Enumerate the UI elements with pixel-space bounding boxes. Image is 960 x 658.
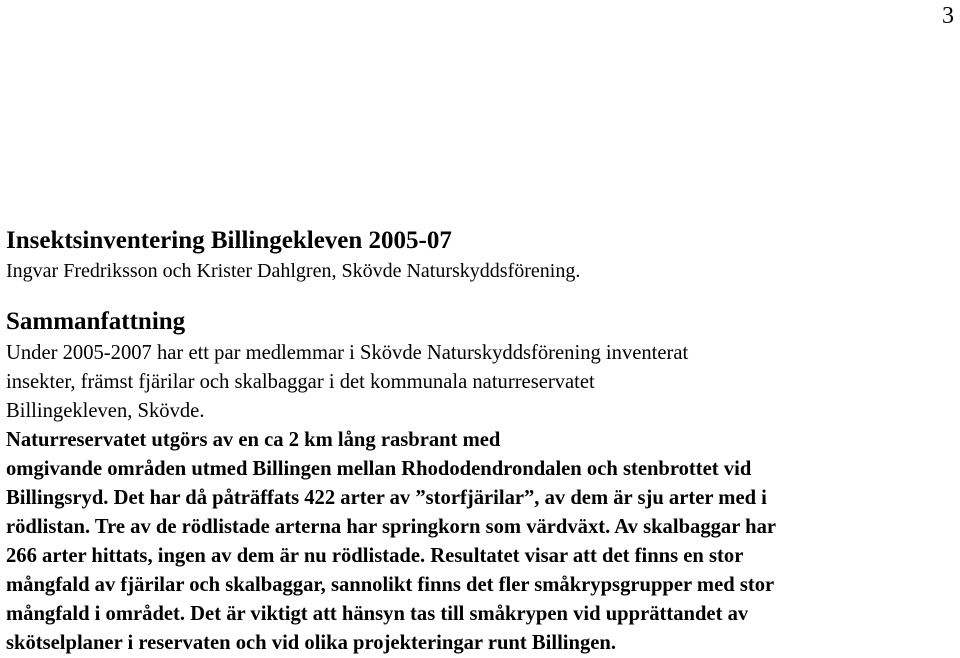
document-authors: Ingvar Fredriksson och Krister Dahlgren, Skövde Naturskyddsförening. [6,260,581,282]
summary-intro: Under 2005-2007 har ett par medlemmar i Skövde Naturskyddsförening inventerat insekter, främst fjärilar och skalbaggar i det kommunala naturreservatet Billingekleven, Skövde. [6,342,689,422]
document-title: Insektsinventering Billingekleven 2005-07 [6,227,452,254]
summary-heading: Sammanfattning [6,308,186,335]
summary-body: Naturreservatet utgörs av en ca 2 km lång rasbrant med omgivande områden utmed Billingen mellan Rhododendrondalen och stenbrottet vid Billingsryd. Det har då påträffats 422 arter av ”storfjärilar”, av dem är sju arter med i rödlistan. Tre av de rödlistade arterna har springkorn som värdväxt. Av skalbaggar har 266 arter hittats, ingen av dem är nu rödlistade. Resultatet visar att det finns en stor mångfald av fjärilar och skalbaggar, sannolikt finns det fler småkrypsgrupper med stor mångfald i området. Det är viktigt att hänsyn tas till småkrypen vid upprättandet av skötselplaner i reservaten och vid olika projekteringar runt Billingen. [6,429,777,654]
document-content [6,224,958,658]
page-number: 3 [942,3,954,29]
